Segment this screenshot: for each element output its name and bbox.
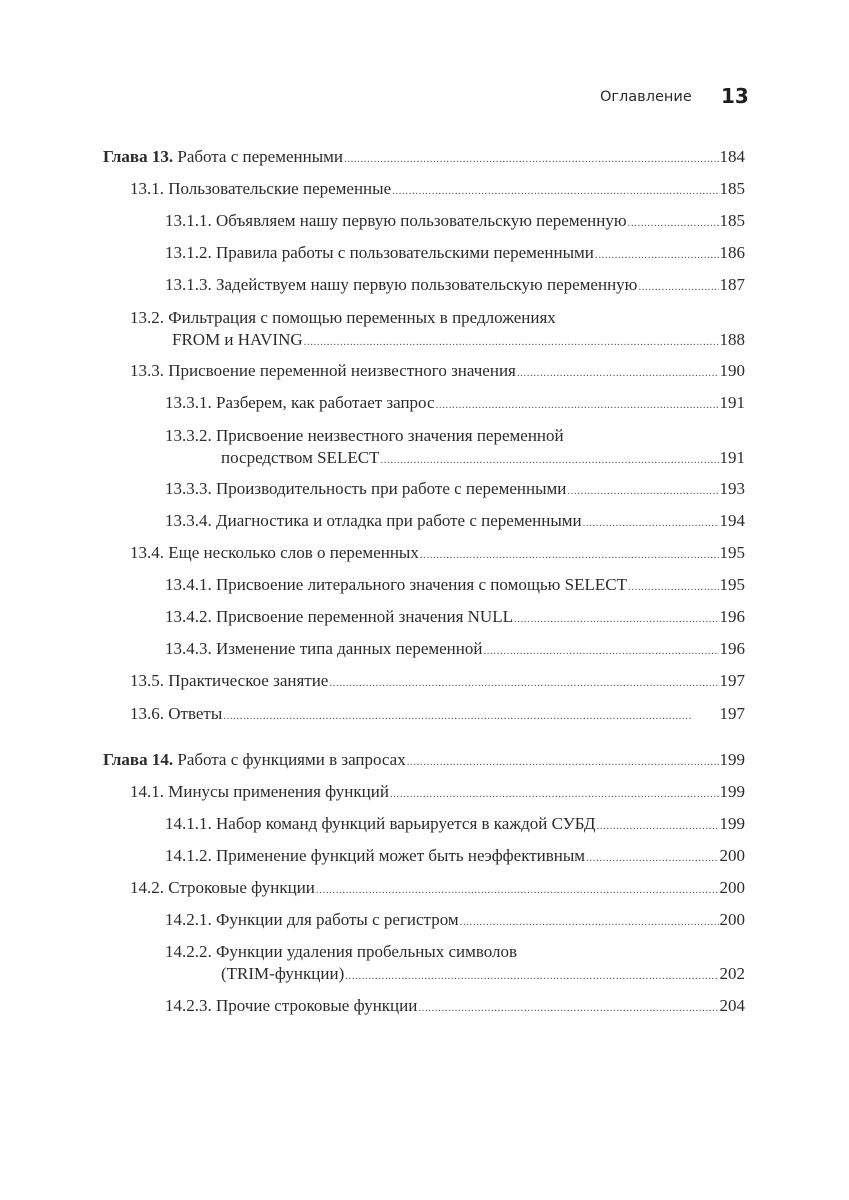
toc-entry-title: Работа с переменными (177, 147, 343, 166)
toc-entry-page: 188 (719, 330, 745, 349)
toc-entry-14-1-2[interactable] (165, 845, 745, 869)
toc-entry-title: Работа с функциями в запросах (177, 750, 406, 769)
dot-leader (418, 997, 718, 1019)
toc-entry-number: 14.1. (130, 782, 164, 801)
toc-entry-13-1-3[interactable] (165, 274, 745, 298)
dot-leader (567, 480, 718, 502)
dot-leader (517, 362, 719, 384)
dot-leader (390, 783, 719, 805)
toc-entry-number: 13.3.4. (165, 511, 212, 530)
toc-entry-title: Набор команд функций варьируется в каждой СУБД (216, 814, 596, 833)
toc-entry-number: 13.3.3. (165, 479, 212, 498)
toc-entry-title-line1: Присвоение неизвестного значения переменной (216, 426, 564, 445)
toc-entry-number: 13.1.2. (165, 243, 212, 262)
toc-entry-number: 13.4. (130, 543, 164, 562)
toc-entry-title-line1: Функции удаления пробельных символов (216, 942, 518, 961)
toc-entry-title: (TRIM-функции) (221, 964, 345, 983)
toc-entry-page: 186 (719, 243, 745, 262)
toc-entry-page: 199 (719, 782, 745, 801)
toc-entry-13-3-4[interactable] (165, 510, 745, 534)
toc-entry-number: 14.2.1. (165, 910, 212, 929)
toc-entry-13-1-1[interactable] (165, 210, 745, 234)
toc-entry-title: Разберем, как работает запрос (216, 393, 435, 412)
toc-entry-13-4-3[interactable] (165, 638, 745, 662)
toc-entry-page: 195 (719, 543, 745, 562)
toc-entry-page: 191 (719, 393, 745, 412)
toc-entry-title: Присвоение переменной значения NULL (216, 607, 513, 626)
dot-leader (638, 276, 718, 298)
dot-leader (345, 965, 718, 987)
toc-entry-number: 13.3.1. (165, 393, 212, 412)
toc-entry-title: Присвоение литерального значения с помощью SELECT (216, 575, 627, 594)
toc-entry-number: 13.1.1. (165, 211, 212, 230)
running-header (0, 84, 849, 114)
toc-entry-number: 13.3. (130, 361, 164, 380)
toc-entry-title: Ответы (168, 704, 223, 723)
toc-entry-13-4-1[interactable] (165, 574, 745, 598)
dot-leader (628, 212, 719, 234)
dot-leader (460, 911, 719, 933)
toc-entry-number: 13.3.2. (165, 426, 212, 445)
toc-entry-14-2-2[interactable] (165, 941, 745, 987)
toc-entry-page: 194 (719, 511, 745, 530)
dot-leader (407, 751, 719, 773)
toc-entry-13-2[interactable] (130, 307, 745, 353)
toc-entry-number: 13.5. (130, 671, 164, 690)
toc-entry-title: Правила работы с пользовательскими переменными (216, 243, 594, 262)
toc-entry-title: FROM и HAVING (172, 330, 303, 349)
toc-entry-title: Пользовательские переменные (168, 179, 392, 198)
toc-entry-title: Прочие строковые функции (216, 996, 418, 1015)
toc-entry-number: 13.2. (130, 308, 164, 327)
dot-leader (392, 180, 718, 202)
header-section-title: Оглавление (600, 89, 692, 105)
toc-entry-page: 204 (719, 996, 745, 1015)
toc-entry-page: 187 (719, 275, 745, 294)
toc-entry-13-3-1[interactable] (165, 392, 745, 416)
toc-entry-title: Присвоение переменной неизвестного значения (168, 361, 516, 380)
toc-entry-13-5[interactable] (130, 670, 745, 694)
dot-leader (583, 512, 719, 534)
toc-entry-page: 202 (719, 964, 745, 983)
toc-entry-title: Задействуем нашу первую пользовательскую переменную (216, 275, 638, 294)
toc-entry-page: 200 (719, 846, 745, 865)
header-page-number: 13 (721, 84, 749, 108)
toc-entry-14-2[interactable] (130, 877, 745, 901)
toc-entry-page: 185 (719, 211, 745, 230)
toc-entry-number: Глава 13. (103, 147, 174, 166)
toc-entry-title: Диагностика и отладка при работе с переменными (216, 511, 582, 530)
dot-leader (595, 244, 719, 266)
toc-entry-number: 14.2. (130, 878, 164, 897)
dot-leader (304, 331, 719, 353)
dot-leader (380, 449, 718, 471)
toc-entry-number: 13.4.1. (165, 575, 212, 594)
toc-entry-page: 191 (719, 448, 745, 467)
dot-leader (586, 847, 718, 869)
toc-entry-13-3-3[interactable] (165, 478, 745, 502)
toc-entry-13-1-2[interactable] (165, 242, 745, 266)
toc-entry-page: 197 (719, 704, 745, 723)
toc-entry-title: Производительность при работе с переменными (216, 479, 567, 498)
toc-entry-page: 199 (719, 750, 745, 769)
toc-entry-14-1-1[interactable] (165, 813, 745, 837)
toc-entry-number: Глава 14. (103, 750, 174, 769)
toc-entry-page: 196 (719, 607, 745, 626)
toc-entry-13-3-2[interactable] (165, 425, 745, 471)
toc-entry-number: 13.6. (130, 704, 164, 723)
toc-entry-page: 199 (719, 814, 745, 833)
toc-entry-title: Еще несколько слов о переменных (168, 543, 419, 562)
toc-entry-number: 13.1. (130, 179, 164, 198)
toc-entry-page: 190 (719, 361, 745, 380)
toc-entry-page: 185 (719, 179, 745, 198)
toc-entry-page: 195 (719, 575, 745, 594)
toc-entry-14-1[interactable] (130, 781, 745, 805)
toc-entry-number: 14.1.2. (165, 846, 212, 865)
dot-leader (436, 394, 719, 416)
toc-entry-title: Изменение типа данных переменной (216, 639, 483, 658)
dot-leader (514, 608, 719, 630)
dot-leader (316, 879, 719, 901)
dot-leader (329, 672, 718, 694)
dot-leader (420, 544, 719, 566)
toc-entry-page: 200 (719, 878, 745, 897)
toc-entry-title: посредством SELECT (221, 448, 380, 467)
toc-entry-page: 196 (719, 639, 745, 658)
toc-entry-number: 14.1.1. (165, 814, 212, 833)
toc-entry-chapter-14[interactable] (103, 749, 745, 773)
toc-entry-number: 14.2.2. (165, 942, 212, 961)
dot-leader (596, 815, 718, 837)
dot-leader (344, 148, 719, 170)
toc-entry-title: Строковые функции (168, 878, 315, 897)
toc-entry-title: Объявляем нашу первую пользовательскую переменную (216, 211, 627, 230)
dot-leader (628, 576, 719, 598)
toc-entry-number: 14.2.3. (165, 996, 212, 1015)
toc-entry-page: 197 (719, 671, 745, 690)
toc-entry-number: 13.4.2. (165, 607, 212, 626)
toc-entry-13-4-2[interactable] (165, 606, 745, 630)
toc-entry-title-line1: Фильтрация с помощью переменных в предложениях (168, 308, 556, 327)
toc-entry-chapter-13[interactable] (103, 146, 745, 170)
toc-entry-title: Функции для работы с регистром (216, 910, 459, 929)
toc-entry-number: 13.4.3. (165, 639, 212, 658)
toc-entry-title: Практическое занятие (168, 671, 329, 690)
dot-leader (483, 640, 718, 662)
toc-entry-number: 13.1.3. (165, 275, 212, 294)
toc-entry-13-3[interactable] (130, 360, 745, 384)
toc-entry-page: 184 (719, 147, 745, 166)
toc-entry-13-6[interactable] (130, 703, 745, 727)
toc-entry-title: Минусы применения функций (168, 782, 389, 801)
toc-entry-page: 200 (719, 910, 745, 929)
toc-entry-title: Применение функций может быть неэффективным (216, 846, 586, 865)
toc-entry-13-1[interactable] (130, 178, 745, 202)
toc-entry-page: 193 (719, 479, 745, 498)
dot-leader (223, 705, 718, 727)
toc-entry-14-2-1[interactable] (165, 909, 745, 933)
toc-entry-14-2-3[interactable] (165, 995, 745, 1019)
toc-entry-13-4[interactable] (130, 542, 745, 566)
